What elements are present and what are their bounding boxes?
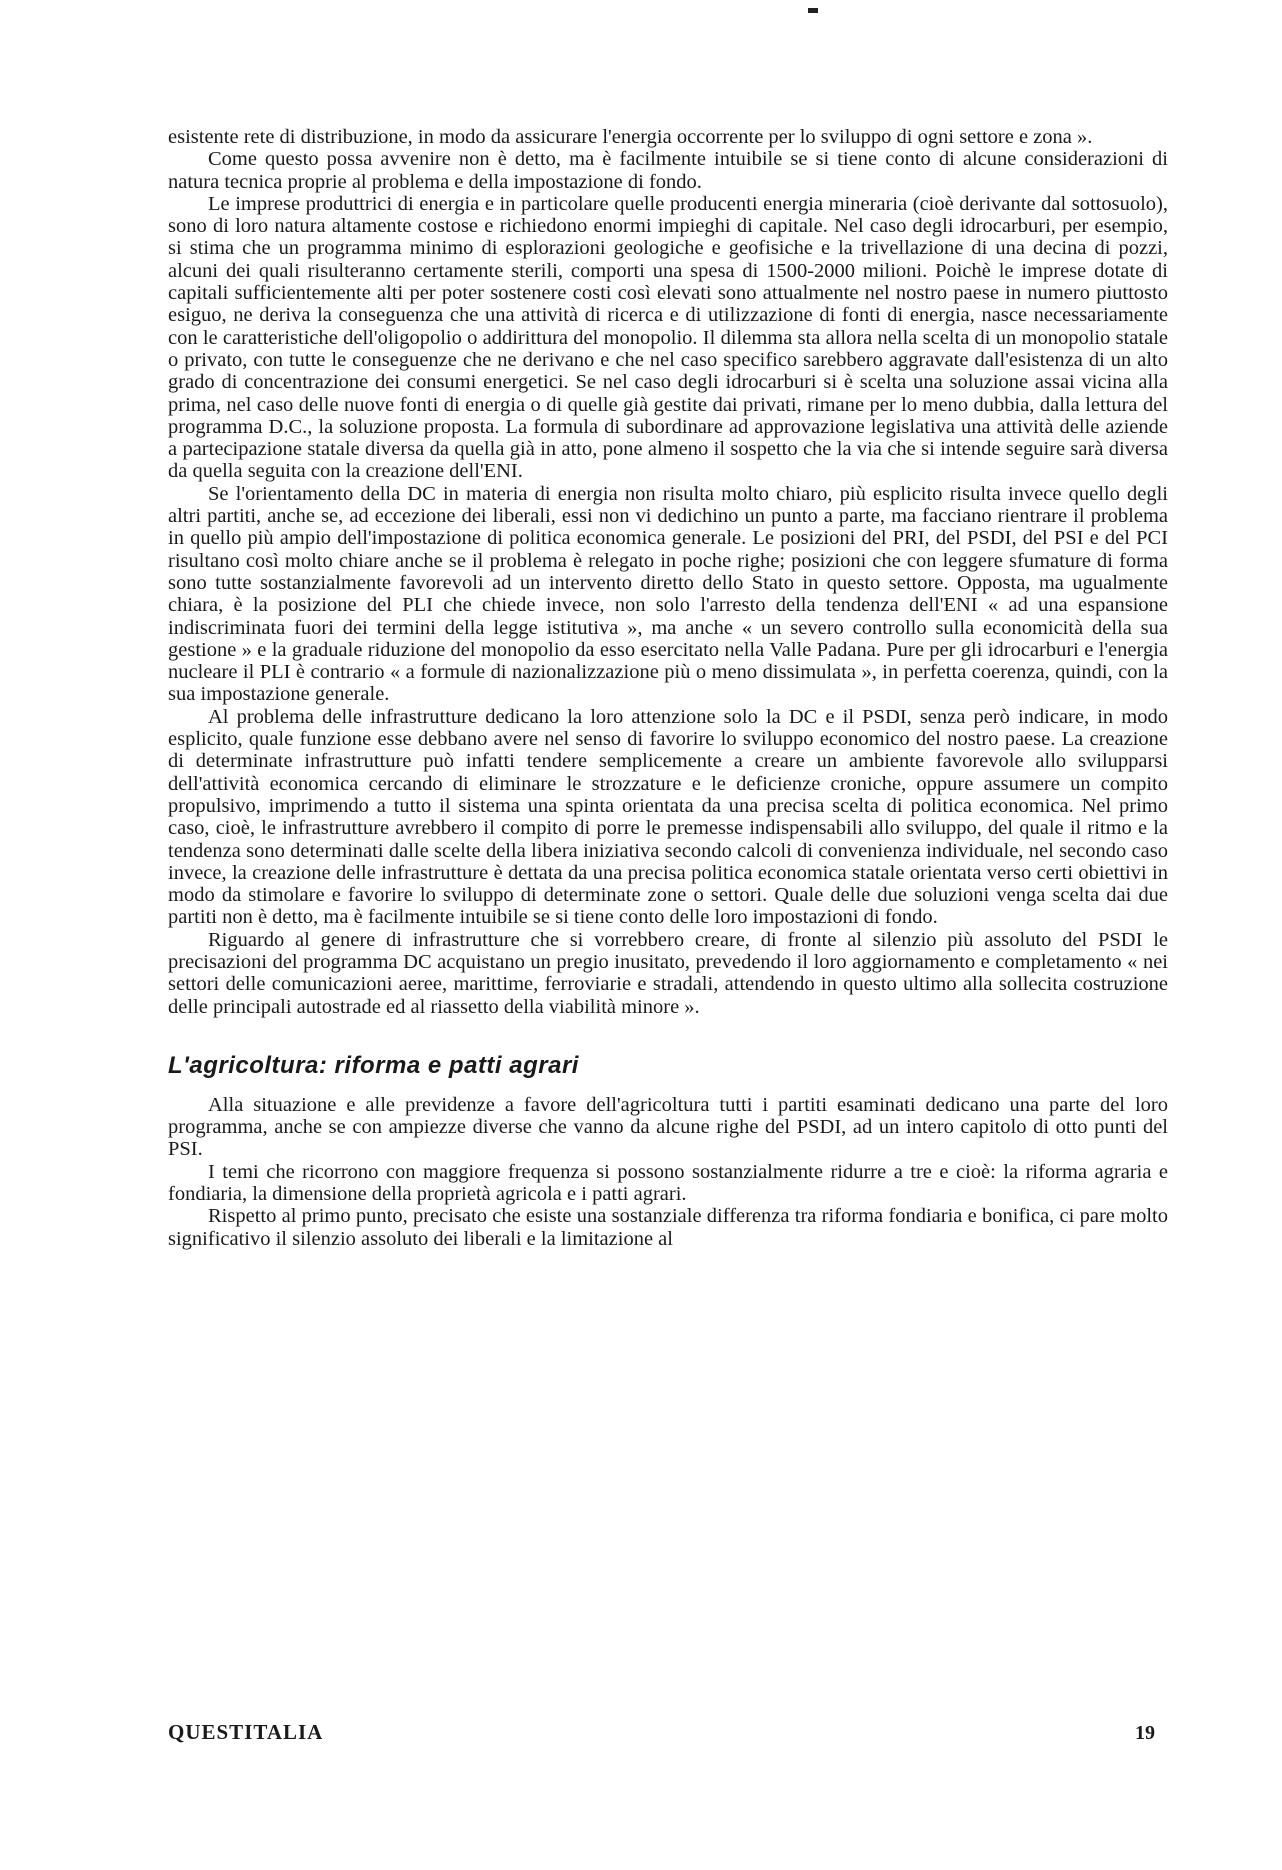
paragraph: I temi che ricorrono con maggiore frequenza si possono sostanzialmente ridurre a tre e cioè: la riforma agraria e fondiaria, la dimensione della proprietà agricola e i patti agrari. <box>168 1160 1168 1206</box>
publication-name: QUESTITALIA <box>168 1720 324 1744</box>
paragraph: esistente rete di distribuzione, in modo da assicurare l'energia occorrente per lo sviluppo di ogni settore e zona ». <box>168 126 1093 148</box>
paragraph: Rispetto al primo punto, precisato che esiste una sostanziale differenza tra riforma fondiaria e bonifica, ci pare molto significativo il silenzio assoluto dei liberali e la limitazione al <box>168 1205 1168 1250</box>
section-heading: L'agricoltura: riforma e patti agrari <box>168 1051 579 1079</box>
scan-mark <box>808 8 818 13</box>
paragraph: Riguardo al genere di infrastrutture che si vorrebbero creare, di fronte al silenzio più assoluto del PSDI le precisazioni del programma DC acquistano un pregio inusitato, prevedendo il loro aggiornamento e completamento « nei settori delle comunicazioni aeree, marittime, ferroviarie e stradali, attendendo in questo ultimo alla sollecita costruzione delle principali autostrade ed al riassetto della viabilità minore ». <box>168 928 1168 1018</box>
page-number: 19 <box>1135 1722 1155 1744</box>
paragraph: Alla situazione e alle previdenze a favore dell'agricoltura tutti i partiti esaminati dedicano una parte del loro programma, anche se con ampiezze diverse che vanno da alcune righe del PSDI, ad un intero capitolo di otto punti del PSI. <box>168 1093 1168 1161</box>
paragraph: Come questo possa avvenire non è detto, ma è facilmente intuibile se si tiene conto di alcune considerazioni di natura tecnica proprie al problema e della impostazione di fondo. <box>168 148 1168 193</box>
paragraph: Le imprese produttrici di energia e in particolare quelle producenti energia mineraria (cioè derivante dal sottosuolo), sono di loro natura altamente costose e richiedono enormi impieghi di capitale. Nel caso degli idrocarburi, per esempio, si stima che un programma minimo di esplorazioni geologiche e geofisiche e la trivellazione di una decina di pozzi, alcuni dei quali risulteranno certamente sterili, comporti una spesa di 1500-2000 milioni. Poichè le imprese dotate di capitali sufficientemente alti per poter sostenere costi così elevati sono attualmente nel nostro paese in numero piuttosto esiguo, ne deriva la conseguenza che una attività di ricerca e di utilizzazione di fonti di energia, nasce necessariamente con le caratteristiche dell'oligopolio o addirittura del monopolio. Il dilemma sta allora nella scelta di un monopolio statale o privato, con tutte le conseguenze che ne derivano e che nel caso specifico sarebbero aggravate dall'esistenza di un alto grado di concentrazione dei consumi energetici. Se nel caso degli idrocarburi si è scelta una soluzione assai vicina alla prima, nel caso delle nuove fonti di energia o di quelle già gestite dai privati, rimane per lo meno dubbia, dalla lettura del programma D.C., la soluzione proposta. La formula di subordinare ad approvazione legislativa una attività delle aziende a partecipazione statale diversa da quella già in atto, pone almeno il sospetto che la via che si intende seguire sarà diversa da quella seguita con la creazione dell'ENI. <box>168 192 1168 483</box>
text-column <box>168 126 1168 1250</box>
paragraph: Se l'orientamento della DC in materia di energia non risulta molto chiaro, più esplicito risulta invece quello degli altri partiti, anche se, ad eccezione dei liberali, essi non vi dedichino un punto a parte, ma facciano rientrare il problema in quello più ampio dell'impostazione di politica economica generale. Le posizioni del PRI, del PSDI, del PSI e del PCI risultano così molto chiare anche se il problema è relegato in poche righe; posizioni che con leggere sfumature di forma sono tutte sostanzialmente favorevoli ad un intervento diretto dello Stato in questo settore. Opposta, ma ugualmente chiara, è la posizione del PLI che chiede invece, non solo l'arresto della tendenza dell'ENI « ad una espansione indiscriminata fuori dei termini della legge istitutiva », ma anche « un severo controllo sulla economicità della sua gestione » e la graduale riduzione del monopolio da esso esercitato nella Valle Padana. Pure per gli idrocarburi e l'energia nucleare il PLI è contrario « a formule di nazionalizzazione più o meno dissimulata », in perfetta coerenza, quindi, con la sua impostazione generale. <box>168 482 1168 706</box>
paragraph: Al problema delle infrastrutture dedicano la loro attenzione solo la DC e il PSDI, senza però indicare, in modo esplicito, quale funzione esse debbano avere nel senso di favorire lo sviluppo economico del nostro paese. La creazione di determinate infrastrutture può infatti tendere semplicemente a creare un ambiente favorevole allo svilupparsi dell'attività economica cercando di eliminare le strozzature e le deficienze croniche, oppure assumere un compito propulsivo, imprimendo a tutto il sistema una spinta orientata da una precisa scelta di politica economica. Nel primo caso, cioè, le infrastrutture avrebbero il compito di porre le premesse indispensabili allo sviluppo, del quale il ritmo e la tendenza sono determinati dalle scelte della libera iniziativa secondo calcoli di convenienza individuale, nel secondo caso invece, la creazione delle infrastrutture è dettata da una precisa politica economica statale orientata verso certi obiettivi in modo da stimolare e favorire lo sviluppo di determinate zone o settori. Quale delle due soluzioni venga scelta dai due partiti non è detto, ma è facilmente intuibile se si tiene conto delle loro impostazioni di fondo. <box>168 705 1168 929</box>
